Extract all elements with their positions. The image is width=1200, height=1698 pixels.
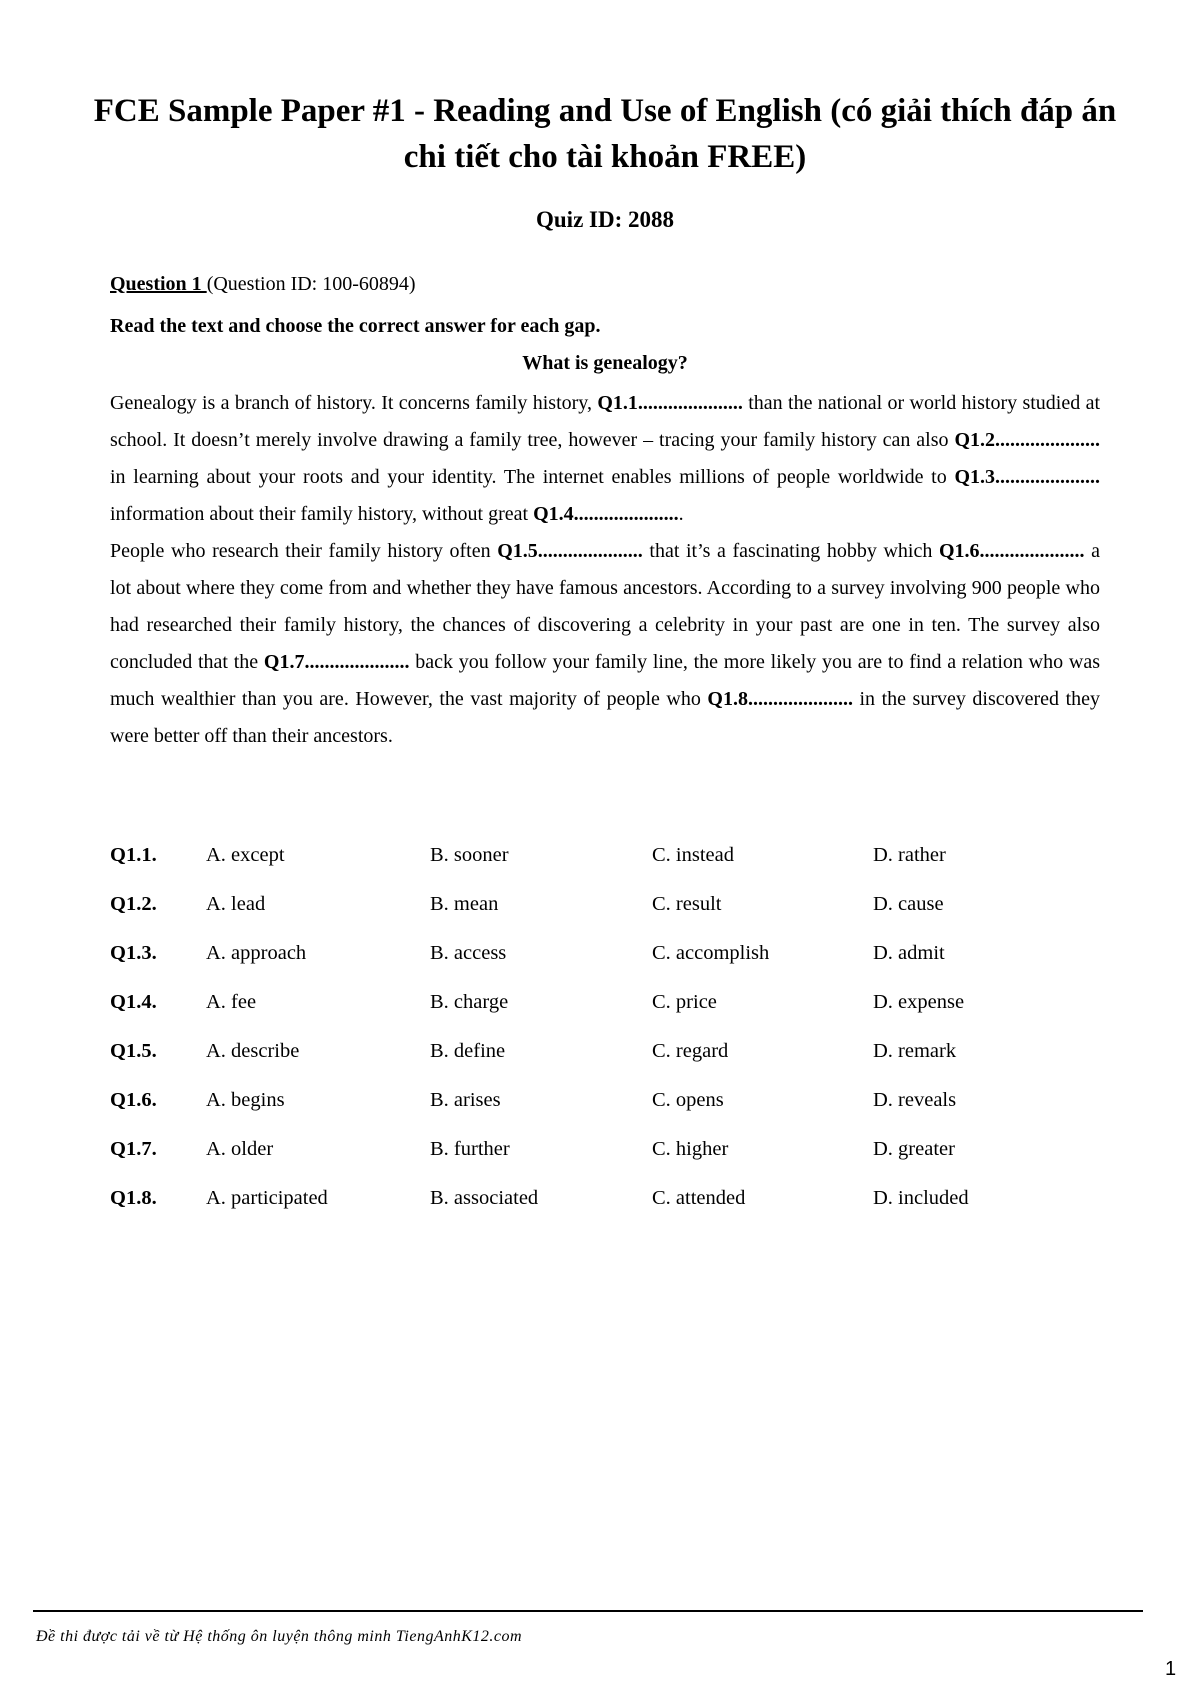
document-title: FCE Sample Paper #1 - Reading and Use of English (có giải thích đáp án chi tiết cho tài khoản FREE) — [93, 93, 1117, 175]
gap-q1-5: Q1.5..................... — [497, 540, 643, 562]
option-b: B. sooner — [430, 844, 509, 866]
option-b: B. further — [430, 1138, 510, 1160]
option-row — [110, 991, 1100, 1040]
option-b: B. access — [430, 942, 507, 964]
option-d: D. greater — [873, 1138, 955, 1160]
option-c: C. attended — [652, 1187, 746, 1209]
passage-text: that it’s a fascinating hobby which — [642, 540, 939, 562]
quiz-id: Quiz ID: 2088 — [536, 207, 674, 232]
option-question-number: Q1.2. — [110, 893, 157, 915]
passage-paragraph-1 — [110, 385, 1100, 533]
gap-q1-2: Q1.2..................... — [954, 429, 1100, 451]
option-c: C. accomplish — [652, 942, 770, 964]
question-id: (Question ID: 100-60894) — [206, 273, 416, 295]
gap-q1-1: Q1.1..................... — [597, 392, 743, 414]
passage-text: Genealogy is a branch of history. It concerns family history, — [110, 392, 598, 414]
option-a: A. describe — [206, 1040, 300, 1062]
option-a: A. participated — [206, 1187, 328, 1209]
question-label: Question 1 — [110, 273, 207, 295]
answer-options — [110, 844, 1100, 1236]
footer-divider — [33, 1610, 1143, 1612]
option-b: B. define — [430, 1040, 506, 1062]
option-question-number: Q1.8. — [110, 1187, 157, 1209]
option-a: A. lead — [206, 893, 266, 915]
option-d: D. expense — [873, 991, 965, 1013]
passage-title: What is genealogy? — [522, 352, 688, 374]
option-row — [110, 1089, 1100, 1138]
passage-text: in learning about your roots and your identity. The internet enables millions of people worldwide to — [110, 466, 955, 488]
option-c: C. opens — [652, 1089, 724, 1111]
reading-passage — [110, 385, 1100, 755]
passage-paragraph-2 — [110, 533, 1100, 755]
option-b: B. associated — [430, 1187, 539, 1209]
option-d: D. cause — [873, 893, 944, 915]
option-question-number: Q1.1. — [110, 844, 157, 866]
passage-text: People who research their family history often — [110, 540, 498, 562]
option-c: C. higher — [652, 1138, 729, 1160]
passage-text: back you follow your family line, the more likely you are to find a relation who was much wealthier than you are. However, the vast majority of people who — [110, 651, 1100, 710]
option-question-number: Q1.6. — [110, 1089, 157, 1111]
gap-q1-8: Q1.8..................... — [707, 688, 853, 710]
option-a: A. older — [206, 1138, 274, 1160]
gap-q1-7: Q1.7..................... — [263, 651, 410, 673]
passage-text: . — [678, 503, 684, 525]
option-c: C. result — [652, 893, 722, 915]
option-a: A. except — [206, 844, 285, 866]
option-question-number: Q1.4. — [110, 991, 157, 1013]
option-question-number: Q1.5. — [110, 1040, 157, 1062]
option-c: C. price — [652, 991, 717, 1013]
option-question-number: Q1.3. — [110, 942, 157, 964]
option-b: B. mean — [430, 893, 499, 915]
option-d: D. remark — [873, 1040, 957, 1062]
gap-q1-6: Q1.6..................... — [938, 540, 1085, 562]
gap-q1-3: Q1.3..................... — [954, 466, 1100, 488]
option-row — [110, 942, 1100, 991]
option-a: A. begins — [206, 1089, 285, 1111]
option-row — [110, 1187, 1100, 1236]
option-a: A. approach — [206, 942, 307, 964]
option-row — [110, 1138, 1100, 1187]
option-c: C. instead — [652, 844, 734, 866]
option-d: D. rather — [873, 844, 946, 866]
gap-q1-4: Q1.4..................... — [533, 503, 679, 525]
page-number: 1 — [1165, 1658, 1177, 1680]
option-d: D. included — [873, 1187, 969, 1209]
option-b: B. charge — [430, 991, 509, 1013]
option-d: D. reveals — [873, 1089, 957, 1111]
question-instruction: Read the text and choose the correct answer for each gap. — [110, 315, 601, 337]
option-d: D. admit — [873, 942, 945, 964]
option-c: C. regard — [652, 1040, 729, 1062]
question-header — [110, 273, 416, 296]
option-row — [110, 893, 1100, 942]
passage-text: in the survey discovered they were better off than their ancestors. — [110, 688, 1101, 747]
option-b: B. arises — [430, 1089, 501, 1111]
option-row — [110, 844, 1100, 893]
option-row — [110, 1040, 1100, 1089]
option-a: A. fee — [206, 991, 257, 1013]
passage-text: information about their family history, without great — [110, 503, 534, 525]
option-question-number: Q1.7. — [110, 1138, 157, 1160]
passage-text: than the national or world history studied at school. It doesn’t merely involve drawing a family tree, however – tracing your family history can also — [110, 392, 1101, 451]
passage-text: a lot about where they come from and whether they have famous ancestors. According to a survey involving 900 people who had researched their family history, the chances of discovering a celebrity in your past are one in ten. The survey also concluded that the — [110, 540, 1100, 673]
footer-text: Đề thi được tải về từ Hệ thống ôn luyện thông minh TiengAnhK12.com — [36, 1628, 523, 1645]
